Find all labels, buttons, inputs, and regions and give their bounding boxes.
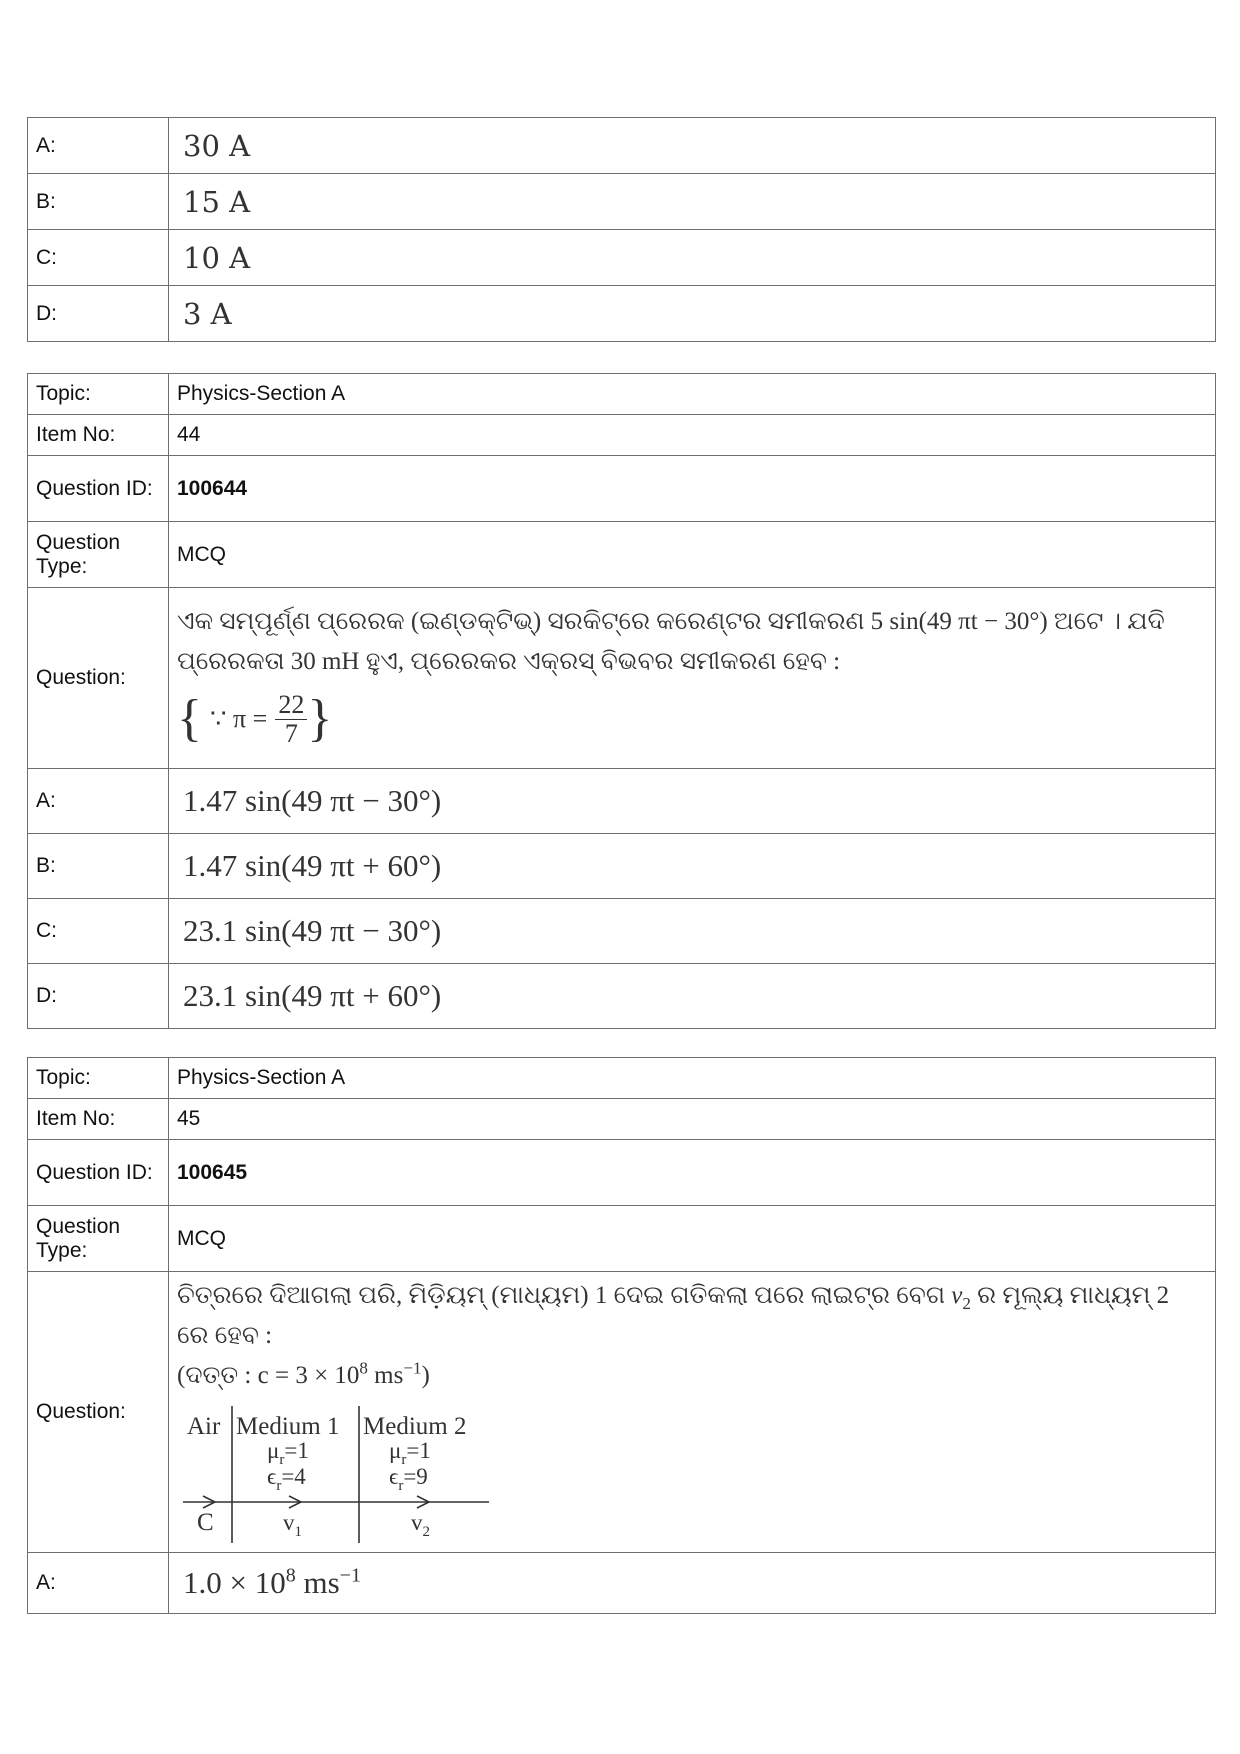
pi-numerator: 22 [275, 691, 307, 720]
m2-eps [389, 1464, 428, 1494]
label-v1 [283, 1510, 302, 1540]
item-no-label: Item No: [28, 415, 169, 456]
pi-formula-prefix: ∵ π = [209, 704, 268, 733]
question-type-label: Question Type: [28, 522, 169, 588]
label-v2-sub: 2 [422, 1524, 430, 1540]
option-value: 23.1 sin(49 πt − 30°) [169, 899, 1216, 964]
given-unit-exp: −1 [403, 1358, 422, 1378]
option-exp: 8 [285, 1564, 296, 1587]
given-line [177, 1356, 1215, 1396]
item-no-row [28, 415, 1216, 456]
option-row-a [28, 769, 1216, 834]
option-label: B: [28, 174, 169, 230]
question-id-value: 100645 [169, 1140, 1216, 1206]
m1-mu-val: =1 [284, 1438, 309, 1463]
m1-eps [267, 1464, 306, 1494]
option-row-c [28, 230, 1216, 286]
question-body [169, 1272, 1216, 1553]
option-value: 23.1 sin(49 πt + 60°) [169, 964, 1216, 1029]
question-type-row [28, 1206, 1216, 1272]
option-label: B: [28, 834, 169, 899]
label-v1-symbol: v [283, 1510, 295, 1535]
question-id-value: 100644 [169, 456, 1216, 522]
question-text [177, 1276, 1215, 1356]
option-label: D: [28, 286, 169, 342]
option-row-d [28, 964, 1216, 1029]
pi-formula [177, 686, 1215, 752]
m1-mu-symbol: μ [267, 1438, 280, 1463]
m1-eps-val: =4 [281, 1464, 306, 1489]
question-table-44 [27, 373, 1216, 1029]
question-body [169, 588, 1216, 769]
option-row-c [28, 899, 1216, 964]
option-row-a [28, 118, 1216, 174]
option-row-b [28, 174, 1216, 230]
question-text-b: ର ମୂଲ୍ୟ ମାଧ୍ୟମ୍ 2 ରେ ହେବ : [177, 1282, 1170, 1349]
question-text: ଏକ ସମ୍ପୂର୍ଣ୍ଣ ପ୍ରେରକ (ଇଣ୍ଡକ୍ଟିଭ୍) ସରକିଟ୍‌ରେ କରେଣ୍ଟର ସମୀକରଣ 5 sin(49 πt − 30°) ଅଟେ । ଯଦି ପ୍ରେରକତା 30 mH ହୁଏ, ପ୍ରେରକର ଏକ୍ରସ୍ ବିଭବର ସମୀକରଣ ହେବ : [177, 608, 1165, 675]
option-mantissa: 1.0 × 10 [183, 1565, 286, 1600]
option-value: 1.47 sin(49 πt − 30°) [169, 769, 1216, 834]
option-label: A: [28, 118, 169, 174]
option-unit-exp: −1 [339, 1564, 361, 1587]
item-no-value: 45 [169, 1099, 1216, 1140]
topic-value: Physics-Section A [169, 374, 1216, 415]
question-id-row [28, 1140, 1216, 1206]
question-label: Question: [28, 588, 169, 769]
question-text-a: ଚିତ୍ରରେ ଦିଆଗଲା ପରି, ମିଡ଼ିୟମ୍ (ମାଧ୍ୟମ) 1 ଦେଇ ଗତିକଲା ପରେ ଲାଇଟ୍‌ର ବେଗ [177, 1282, 946, 1309]
m2-eps-val: =9 [403, 1464, 428, 1489]
option-row-d [28, 286, 1216, 342]
question-id-label: Question ID: [28, 456, 169, 522]
option-row-a [28, 1553, 1216, 1614]
topic-label: Topic: [28, 374, 169, 415]
question-type-row [28, 522, 1216, 588]
question-type-label: Question Type: [28, 1206, 169, 1272]
option-value: 1.47 sin(49 πt + 60°) [169, 834, 1216, 899]
m1-eps-symbol: ϵ [267, 1464, 277, 1489]
topic-row [28, 374, 1216, 415]
given-exp: 8 [359, 1358, 368, 1378]
m2-eps-symbol: ϵ [389, 1464, 399, 1489]
col-air: Air [187, 1413, 221, 1440]
m1-eps-sub: r [276, 1478, 282, 1494]
given-unit: ms [374, 1362, 404, 1389]
brace-close: } [307, 690, 333, 747]
m2-mu-val: =1 [406, 1438, 431, 1463]
label-c: C [197, 1509, 214, 1536]
option-value: 30 A [169, 118, 1216, 174]
option-value: 10 A [169, 230, 1216, 286]
pi-denominator: 7 [284, 718, 298, 748]
option-label: C: [28, 230, 169, 286]
given-prefix: (ଦତ୍ତ : c = 3 × 10 [177, 1362, 360, 1389]
m2-mu-symbol: μ [389, 1438, 402, 1463]
question-table-45 [27, 1057, 1216, 1614]
velocity-var: v [951, 1282, 963, 1309]
option-value: 15 A [169, 174, 1216, 230]
question-label: Question: [28, 1272, 169, 1553]
m1-mu-sub: r [279, 1452, 285, 1468]
item-no-label: Item No: [28, 1099, 169, 1140]
topic-value: Physics-Section A [169, 1058, 1216, 1099]
col-medium-2: Medium 2 [363, 1413, 467, 1440]
m2-mu-sub: r [401, 1452, 407, 1468]
question-row [28, 1272, 1216, 1553]
question-type-value: MCQ [169, 522, 1216, 588]
option-label: D: [28, 964, 169, 1029]
topic-row [28, 1058, 1216, 1099]
question-id-row [28, 456, 1216, 522]
option-label: C: [28, 899, 169, 964]
question-row [28, 588, 1216, 769]
option-row-b [28, 834, 1216, 899]
options-table-prev [27, 117, 1216, 342]
option-value [169, 1553, 1216, 1614]
topic-label: Topic: [28, 1058, 169, 1099]
velocity-var-sub: 2 [962, 1294, 971, 1313]
m2-eps-sub: r [398, 1478, 404, 1494]
pi-fraction [275, 691, 307, 748]
given-suffix: ) [421, 1362, 430, 1389]
item-no-value: 44 [169, 415, 1216, 456]
question-type-value: MCQ [169, 1206, 1216, 1272]
label-v2-symbol: v [411, 1510, 423, 1535]
option-value: 3 A [169, 286, 1216, 342]
col-medium-1: Medium 1 [236, 1413, 340, 1440]
label-v2 [411, 1510, 430, 1540]
brace-open: { [177, 690, 202, 747]
question-id-label: Question ID: [28, 1140, 169, 1206]
option-label: A: [28, 1553, 169, 1614]
option-unit: ms [303, 1565, 340, 1600]
option-label: A: [28, 769, 169, 834]
item-no-row [28, 1099, 1216, 1140]
media-diagram [177, 1398, 497, 1548]
label-v1-sub: 1 [294, 1524, 302, 1540]
